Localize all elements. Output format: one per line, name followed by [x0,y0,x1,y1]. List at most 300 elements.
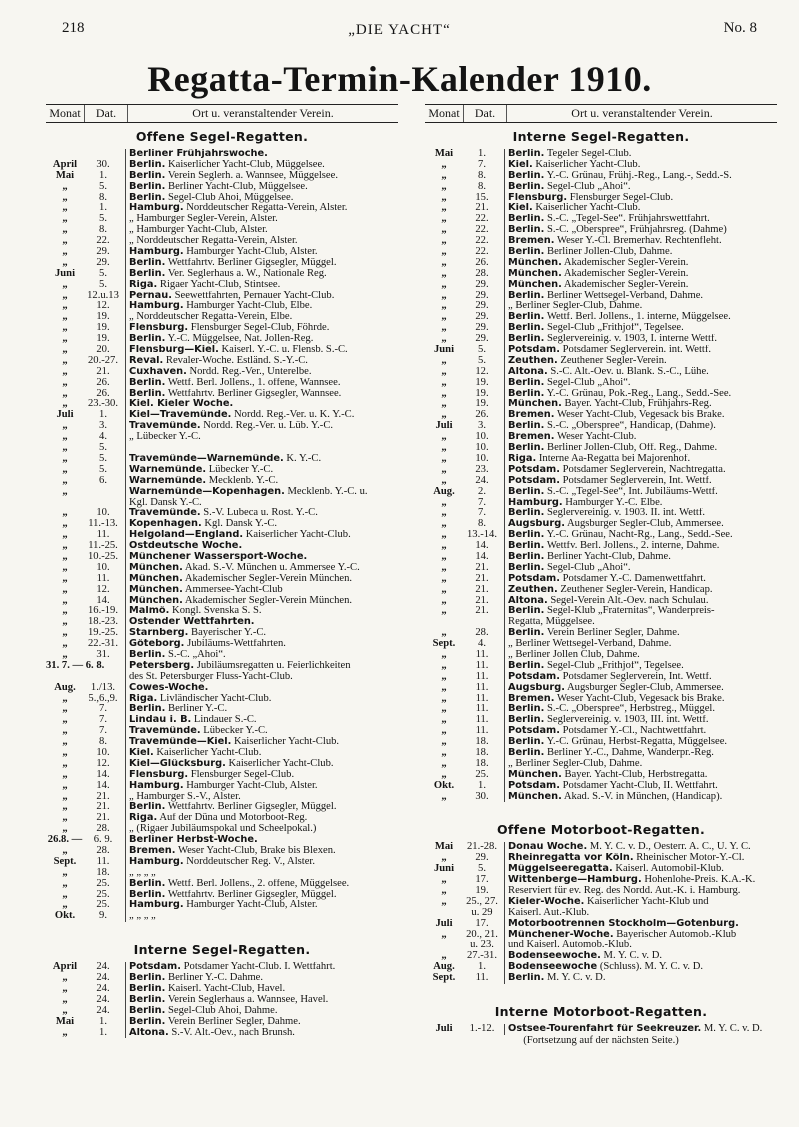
regatta-entry [46,399,398,410]
entry-club: Hohenlohe-Preis. K.A.-K. [641,875,756,886]
entry-place: Berlin. [508,628,545,639]
entry-event [126,258,398,269]
entry-date: 11.-13. [84,519,126,530]
entry-place: Warnemünde. [129,475,207,486]
entry-club: Ver. Seglerhaus a. W., Nationale Reg. [165,268,327,279]
regatta-entry [46,160,398,171]
regatta-entry [46,214,398,225]
entry-date: 21. [463,563,505,574]
entry-place: Starnberg. [129,628,189,639]
entry-club: Hamburger Yacht-Club, Elbe. [183,301,313,312]
entry-date [84,149,126,160]
entry-place: Ostender Wettfahrten. [129,617,255,628]
entry-event [126,835,398,846]
regatta-entry [425,617,777,628]
entry-month: 31. 7. — 6. 8. [46,660,105,671]
date-header: Dat. [85,105,128,122]
entry-date: 1. [84,203,126,214]
entry-date: 13.-14. [463,530,505,541]
regatta-entry [46,617,398,628]
entry-date: 28. [84,846,126,857]
entry-event [126,824,398,835]
entry-club: Kaiserlicher Yacht-Club. [231,737,340,748]
entry-event [505,864,777,875]
entry-club: Akademischer Segler-Verein. [561,268,689,279]
entry-month: Aug. [433,486,455,497]
entry-place: Berlin. [129,181,166,192]
entry-club: Weser Yacht-Club, Brake bis Blexen. [175,846,336,856]
entry-place: Berlin. [508,715,545,726]
regatta-list [425,149,777,802]
event-header: Ort u. veranstaltender Verein. [192,106,334,120]
entry-month: „ [441,737,447,748]
entry-month: „ [62,606,68,617]
regatta-entry [425,378,777,389]
entry-event [505,792,777,803]
entry-event [126,962,398,973]
entry-event [126,508,398,519]
regatta-entry [46,389,398,400]
entry-date: 5. [84,454,126,465]
entry-month: „ [62,780,68,791]
entry-event [505,897,777,908]
entry-month: „ [441,551,447,562]
regatta-entry [46,900,398,911]
regatta-entry [425,476,777,487]
entry-date: 4. [463,639,505,650]
regatta-entry [46,813,398,824]
entry-event [126,606,398,617]
entry-club: Berliner Yacht-Club, Müggelsee. [165,181,308,192]
entry-place: Hamburg. [129,301,184,312]
entry-club: Segel-Club „Ahoi“. [544,181,631,192]
entry-date: 29. [463,323,505,334]
entry-date: 19. [84,323,126,334]
entry-place: Altona. [508,595,548,606]
entry-place: Berlin. [129,984,166,995]
regatta-entry [425,726,777,737]
regatta-entry [425,606,777,617]
entry-club: Hamburger Yacht-Club, Alster. [183,780,318,791]
entry-event [126,737,398,748]
entry-date: 5.,6.,9. [84,694,126,705]
entry-place: Augsburg. [508,519,565,530]
entry-month: „ [62,366,68,377]
entry-month: „ [441,323,447,334]
entry-event [505,886,777,897]
entry-place: Berlin. [129,649,166,660]
entry-month: „ [441,573,447,584]
entry-month: „ [441,791,447,802]
entry-place: Berliner Herbst-Woche. [129,835,258,846]
regatta-entry [46,890,398,901]
entry-event [126,802,398,813]
entry-club: Akad. S.-V. München u. Ammersee Y.-C. [182,562,360,573]
entry-club: Verein Seglerhaus a. Wannsee, Havel. [165,994,329,1005]
regatta-entry [46,247,398,258]
regatta-entry [425,737,777,748]
entry-month: „ [62,181,68,192]
regatta-entry [425,247,777,258]
entry-club: „ Berliner Jollen Club, Dahme. [508,649,640,660]
regatta-entry [46,421,398,432]
entry-month: „ [441,929,447,940]
entry-month: „ [441,170,447,181]
entry-club: Akad. S.-V. in München, (Handicap). [561,791,723,802]
entry-club: Potsdamer Yacht-Club, II. Wettfahrt. [559,780,718,791]
entry-club: Y.-C. Müggelsee, Nat. Jollen-Reg. [165,334,314,345]
regatta-entry [46,487,398,498]
regatta-entry [425,356,777,367]
entry-date: 29. [84,247,126,258]
entry-event [126,1028,398,1039]
entry-event [505,171,777,182]
regatta-entry [425,454,777,465]
regatta-entry [425,759,777,770]
entry-month: Sept. [53,856,77,867]
entry-event [126,694,398,705]
regatta-entry [46,334,398,345]
entry-event [505,759,777,770]
regatta-entry [425,661,777,672]
entry-date: 21. [463,574,505,585]
regatta-list [46,149,398,922]
entry-club: Kaiserlicher Yacht-Club. [153,747,262,758]
entry-event [126,846,398,857]
entry-event [505,563,777,574]
entry-date: 10. [84,748,126,759]
entry-date: 29. [463,291,505,302]
entry-event [126,465,398,476]
entry-club: Segel-Club „Ahoi“. [544,562,631,573]
regatta-entry [425,715,777,726]
entry-event [126,748,398,759]
entry-date: 10.-25. [84,552,126,563]
entry-place: München. [129,562,183,573]
entry-month: „ [441,399,447,410]
entry-month: „ [441,301,447,312]
entry-club: M. Y. C. v. D. [544,973,606,984]
entry-event [126,378,398,389]
entry-club: Wettf. Berl. Jollens., 1. interne, Müggelsee. [544,312,731,323]
entry-club: und Kaiserl. Automob.-Klub. [508,940,632,951]
entry-month: „ [441,769,447,780]
entry-date: 11. [463,672,505,683]
entry-place: Berlin. [508,747,545,758]
entry-date: 20.-27. [84,356,126,367]
entry-event [126,432,398,443]
entry-date: 11. [84,574,126,585]
entry-date: 11. [463,973,505,984]
entry-month: „ [62,475,68,486]
entry-month: „ [441,628,447,639]
regatta-entry [425,410,777,421]
entry-club: S.-C. „Ahoi“. [165,649,226,660]
entry-place: Münchener Wassersport-Woche. [129,551,308,562]
regatta-entry [46,984,398,995]
entry-event [126,726,398,737]
entry-date: 28. [463,269,505,280]
entry-club: Weser Yacht-Club. [554,432,637,443]
entry-club: Kaiserlicher Yacht-Club. [532,203,641,214]
entry-month: „ [441,606,447,617]
continuation-note: (Fortsetzung auf der nächsten Seite.) [523,1034,679,1046]
entry-event [126,541,398,552]
entry-month: „ [441,257,447,268]
entry-place: Warnemünde. [129,464,207,475]
entry-date: 24. [463,476,505,487]
entry-date: 18. [463,737,505,748]
entry-month: „ [62,388,68,399]
entry-date: 14. [84,781,126,792]
entry-month: „ [62,769,68,780]
entry-date: 11. [463,694,505,705]
entry-date [84,672,126,683]
entry-club: Potsdamer Yacht-Club. I. Wettfahrt. [180,962,336,973]
entry-event [126,487,398,498]
regatta-entry [46,911,398,922]
entry-club: S.-V. Alt.-Oev., nach Brunsh. [168,1027,295,1038]
entry-month: Mai [55,1016,75,1027]
entry-month: „ [62,617,68,628]
entry-date: 7. [84,726,126,737]
entry-date: 25. [84,900,126,911]
entry-event [126,574,398,585]
entry-club: Hamburger Yacht-Club, Alster. [183,247,318,258]
regatta-entry [46,367,398,378]
regatta-entry [425,770,777,781]
entry-club: Segel-Club „Ahoi“. [544,377,631,388]
entry-place: München. [129,584,183,595]
regatta-entry [46,541,398,552]
entry-month: „ [62,399,68,410]
entry-month: „ [441,649,447,660]
regatta-entry [46,835,398,846]
entry-month: „ [62,813,68,824]
entry-club: „ Hamburger Yacht-Club, Alster. [129,225,268,236]
entry-month: „ [62,192,68,203]
entry-event [505,875,777,886]
entry-event [505,367,777,378]
entry-month: „ [62,584,68,595]
entry-date: 5. [84,269,126,280]
entry-club: Zeuthener Segler-Verein, Handicap. [557,584,713,595]
entry-event [505,748,777,759]
entry-event [505,378,777,389]
entry-month: „ [441,896,447,907]
entry-event [505,301,777,312]
entry-event [505,973,777,984]
regatta-list [425,842,777,984]
regatta-entry [425,973,777,984]
entry-club: Rigaer Yacht-Club, Stintsee. [157,279,281,290]
entry-place: Berlin. [129,878,166,889]
entry-date: 27.-31. [463,951,505,962]
regatta-entry [425,875,777,886]
entry-place: Augsburg. [508,682,565,693]
entry-event [505,476,777,487]
entry-club: S.-V. Lubeca u. Rost. Y.-C. [200,508,318,519]
regatta-entry [425,399,777,410]
regatta-entry [46,280,398,291]
entry-place: Pernau. [129,290,172,301]
regatta-entry [425,585,777,596]
entry-club: Potsdamer Y.-Cl., Nachtwettfahrt. [559,726,707,737]
entry-month: „ [62,203,68,214]
entry-place: Berlin. [508,421,545,432]
entry-event [126,214,398,225]
entry-event [505,356,777,367]
entry-date: 10. [84,563,126,574]
regatta-entry [46,606,398,617]
entry-place: Berlin. [129,1005,166,1016]
entry-club: Lübecker Y.-C. [200,726,268,737]
entry-date: 19. [463,378,505,389]
entry-month: „ [441,951,447,962]
entry-place: München. [508,399,562,410]
entry-date: 22. [463,225,505,236]
entry-place: Potsdam. [508,780,560,791]
entry-place: Helgoland—England. [129,530,244,541]
entry-place: Berlin. [129,388,166,399]
entry-place: Riga. [129,279,158,290]
entry-club: Interne Aa-Regatta bei Majorenhof. [536,453,691,464]
entry-club: Kaiserlicher Yacht-Club. [243,530,351,541]
regatta-entry [425,842,777,853]
entry-month: „ [441,508,447,519]
entry-event [505,661,777,672]
entry-event [505,323,777,334]
entry-place: Petersberg. [129,660,195,671]
entry-place: Berlin. [508,388,545,399]
entry-event [505,552,777,563]
entry-month: „ [441,853,447,864]
entry-place: Berlin. [508,606,545,617]
regatta-entry [425,596,777,607]
entry-club: Ammersee-Yacht-Club [182,584,283,595]
entry-club: Akademischer Segler-Verein. [561,279,689,290]
entry-date: 22. [463,247,505,258]
entry-place: Cowes-Woche. [129,682,209,693]
entry-date: 21. [84,802,126,813]
regatta-entry [425,149,777,160]
regatta-entry [46,995,398,1006]
regatta-entry [425,951,777,962]
regatta-entry [46,802,398,813]
entry-place: Berlin. [508,290,545,301]
entry-event [505,842,777,853]
entry-month: „ [62,519,68,530]
entry-date: 5. [463,345,505,356]
entry-date: 11. [463,726,505,737]
entry-place: Potsdam. [508,573,560,584]
entry-event [126,269,398,280]
page-number: 218 [62,20,85,36]
regatta-entry [425,1024,777,1035]
entry-place: Berliner Frühjahrswoche. [129,149,268,159]
entry-month: „ [62,301,68,312]
entry-place: Riga. [129,693,158,704]
entry-date: 26. [463,410,505,421]
entry-club: Y.-C. Grünau, Pok.-Reg., Lang., Sedd.-See. [544,388,732,399]
entry-event [505,930,777,941]
entry-date: 24. [84,984,126,995]
regatta-entry [425,301,777,312]
entry-date: 25. [84,879,126,890]
regatta-entry [46,563,398,574]
entry-month: „ [62,628,68,639]
entry-date: 19.-25. [84,628,126,639]
entry-month: „ [441,334,447,345]
entry-club: „ Hamburger S.-V., Alster. [129,791,241,802]
entry-date: 8. [463,519,505,530]
entry-date: 5. [84,280,126,291]
entry-place: Kieler-Woche. [508,896,585,907]
entry-event [126,410,398,421]
regatta-entry [46,443,398,454]
entry-club: Verein Berliner Segler, Dahme. [165,1016,301,1027]
entry-date: 21. [463,585,505,596]
entry-place: Berlin. [508,214,545,225]
entry-club: M. Y. C. v. D. [701,1024,763,1035]
entry-event [505,432,777,443]
entry-month: Juni [54,268,76,279]
entry-club: des St. Petersburger Fluss-Yacht-Club. [129,671,293,682]
entry-club: „ Lübecker Y.-C. [129,432,201,443]
entry-club: Berliner Y.-C., Dahme, Wanderpr.-Reg. [544,747,714,758]
entry-month: „ [62,214,68,225]
entry-club: „ Norddeutscher Regatta-Verein, Elbe. [129,312,293,323]
regatta-entry [46,879,398,890]
entry-month: „ [62,704,68,715]
entry-event [505,454,777,465]
entry-date: 10. [463,454,505,465]
entry-month: „ [62,715,68,726]
entry-month: „ [441,214,447,225]
entry-club: Weser Y.-Cl. Bremerhav. Rechtenfleht. [554,236,722,247]
entry-month: „ [441,886,447,896]
entry-club: S.-C. „Oberspree“, Herbstreg., Müggel. [544,704,715,715]
entry-place: München. [508,769,562,780]
entry-month: Juni [433,345,455,356]
entry-event [126,312,398,323]
entry-month: Juni [433,864,455,875]
entry-date: u. 23. [463,940,505,951]
entry-event [505,508,777,519]
entry-event [505,672,777,683]
entry-date: 28. [84,824,126,835]
entry-club: S.-C. „Tegel-See“, Int. Jubiläums-Wettf. [544,486,718,497]
entry-event [126,356,398,367]
entry-month: „ [441,595,447,606]
entry-place: Altona. [508,366,548,377]
entry-month: Okt. [54,911,76,922]
entry-date: 24. [84,995,126,1006]
regatta-entry [425,853,777,864]
regatta-entry [46,868,398,879]
entry-event [505,541,777,552]
entry-month: „ [62,279,68,290]
entry-event [505,908,777,919]
entry-date: 18. [463,759,505,770]
entry-club: Berliner Yacht-Club, Dahme. [544,551,671,562]
entry-place: Berlin. [508,170,545,181]
regatta-entry [46,182,398,193]
regatta-entry [46,715,398,726]
entry-club: Berliner Jollen-Club, Off. Reg., Dahme. [544,443,718,454]
issue-number: No. 8 [723,20,757,36]
entry-month: „ [441,453,447,464]
